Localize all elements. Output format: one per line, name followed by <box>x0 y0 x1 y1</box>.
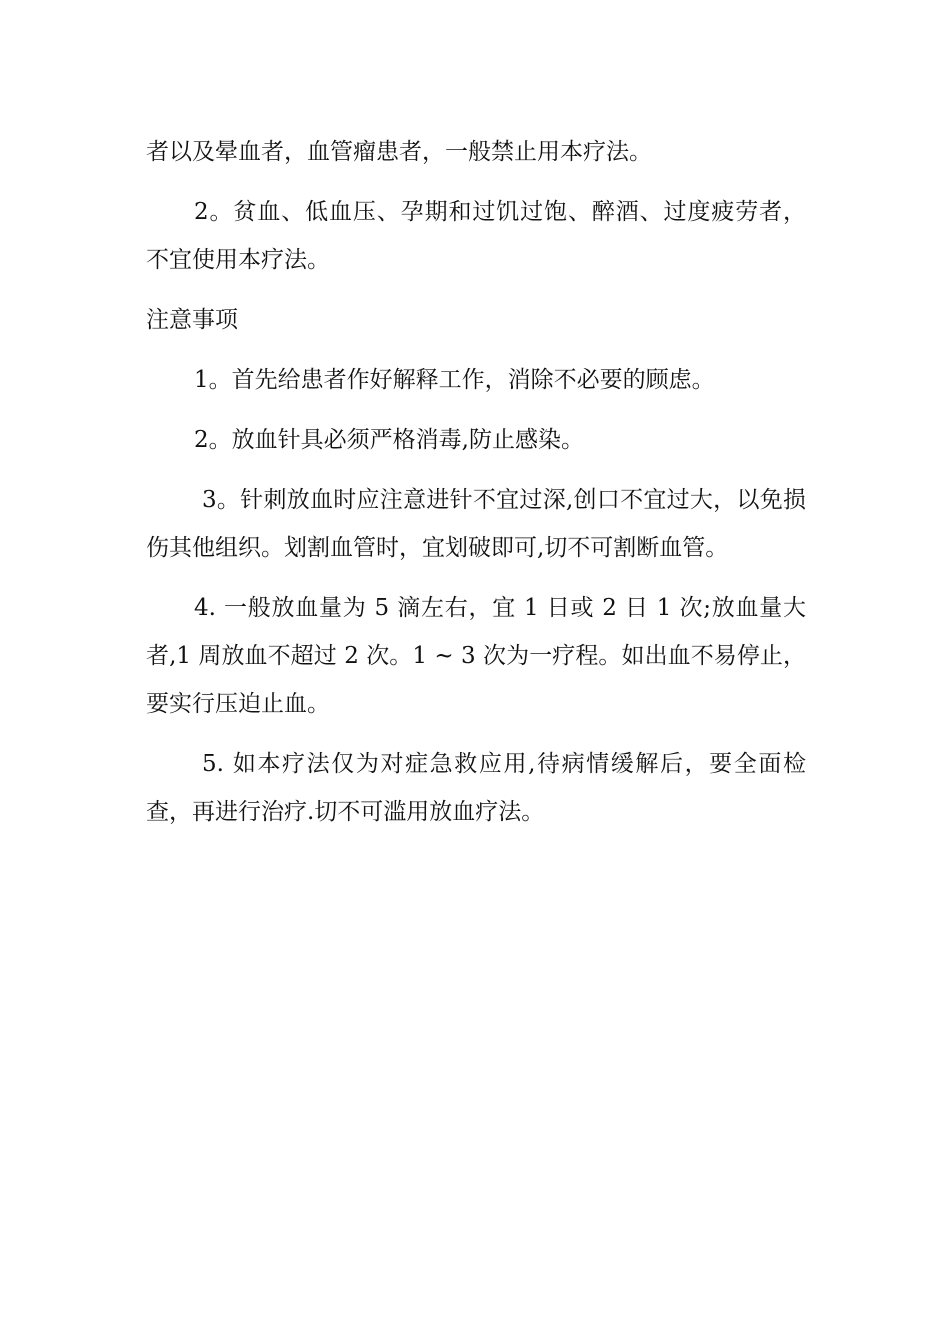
precaution-item-3: 3。针刺放血时应注意进针不宜过深,创口不宜过大，以免损伤其他组织。划割血管时，宜划破即可,切不可割断血管。 <box>146 487 806 561</box>
precautions-heading: 注意事项 <box>146 307 238 333</box>
precaution-item-1: 1。首先给患者作好解释工作，消除不必要的顾虑。 <box>194 367 715 393</box>
precaution-item-2: 2。放血针具必须严格消毒,防止感染。 <box>194 427 584 453</box>
document-body <box>146 128 806 836</box>
contraindication-continued-paragraph: 者以及晕血者，血管瘤患者，一般禁止用本疗法。 <box>146 139 652 165</box>
precaution-item-5: 5. 如本疗法仅为对症急救应用,待病情缓解后，要全面检查，再进行治疗.切不可滥用放血疗法。 <box>146 751 806 825</box>
precaution-item-4: 4. 一般放血量为 5 滴左右，宜 1 日或 2 日 1 次;放血量大者,1 周放血不超过 2 次。1 ~ 3 次为一疗程。如出血不易停止，要实行压迫止血。 <box>146 595 806 717</box>
contraindication-item-2: 2。贫血、低血压、孕期和过饥过饱、醉酒、过度疲劳者，不宜使用本疗法。 <box>146 199 806 273</box>
